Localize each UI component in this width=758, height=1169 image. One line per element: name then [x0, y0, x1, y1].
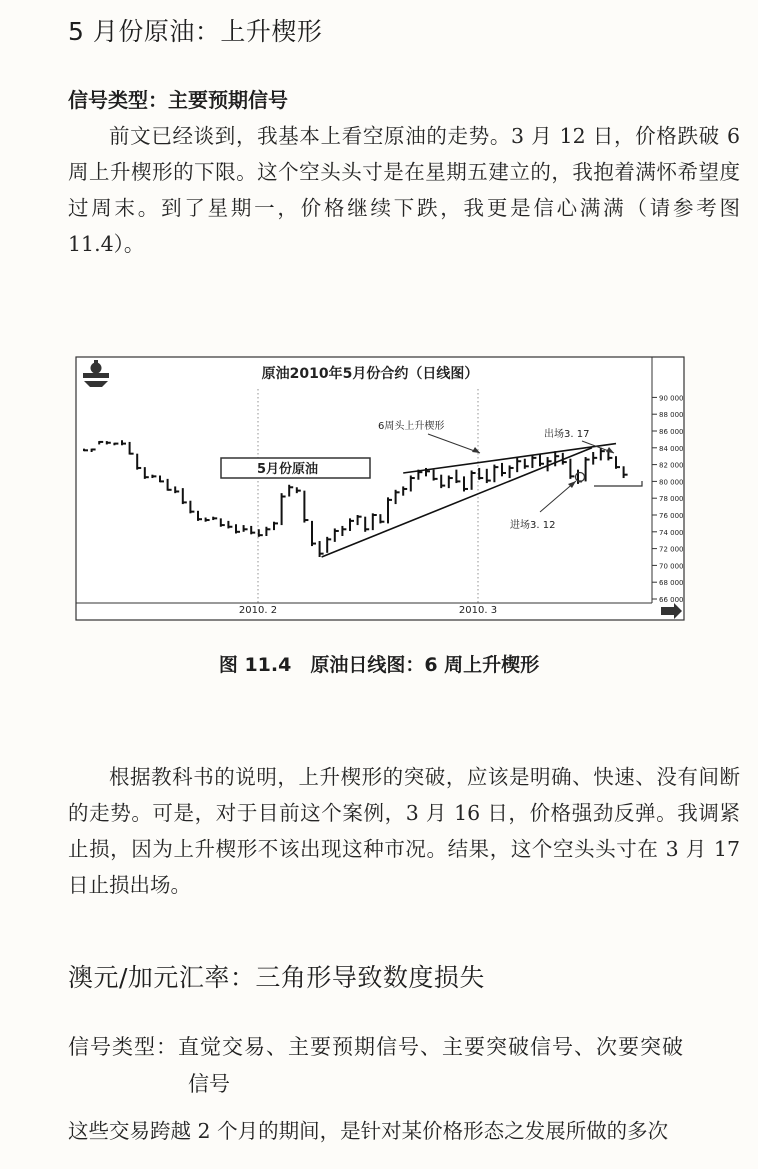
x-label-mar: 2010. 3 [458, 605, 498, 616]
section-heading-audcad: 澳元/加元汇率：三角形导致数度损失 [68, 963, 485, 992]
y-tick-label: 68 000 [659, 579, 684, 588]
y-tick-label: 86 000 [659, 428, 684, 436]
annotation-entry: 进场3. 12 [510, 520, 556, 531]
y-tick-label: 74 000 [659, 528, 684, 537]
signal-type-crude: 信号类型：主要预期信号 [68, 88, 288, 112]
legend-label: 5月份原油 [257, 462, 319, 477]
crude-oil-daily-chart [70, 353, 690, 623]
chart-svg [70, 353, 690, 623]
y-tick-label: 88 000 [659, 411, 684, 420]
y-tick-label: 78 000 [659, 495, 684, 504]
paragraph-breakout-failure: 根据教科书的说明，上升楔形的突破，应该是明确、快速、没有间断的走势。可是，对于目前这个案例，3 月 16 日，价格强劲反弹。我调紧止损，因为上升楔形不该出现这种市况。结果，这个空头头寸在 3 月 17 日止损出场。 [68, 765, 740, 897]
y-tick-label: 70 000 [659, 562, 684, 571]
section-heading-crude: 5 月份原油：上升楔形 [68, 17, 323, 46]
chart-title: 原油2010年5月份合约（日线图） [261, 366, 479, 382]
y-tick-label: 76 000 [659, 512, 684, 520]
annotation-exit: 出场3. 17 [544, 429, 590, 440]
y-tick-label: 82 000 [659, 461, 684, 470]
signal-type-audcad-cont: 信号 [188, 1072, 230, 1096]
paragraph-audcad-intro: 这些交易跨越 2 个月的期间，是针对某价格形态之发展所做的多次 [68, 1119, 669, 1143]
y-tick-label: 84 000 [659, 444, 684, 453]
y-tick-label: 80 000 [659, 478, 684, 487]
figure-caption: 图 11.4 原油日线图：6 周上升楔形 [218, 654, 540, 676]
y-tick-label: 66 000 [659, 596, 684, 604]
paragraph-crude-intro: 前文已经谈到，我基本上看空原油的走势。3 月 12 日，价格跌破 6 周上升楔形的下限。这个空头头寸是在星期五建立的，我抱着满怀希望度过周末。到了星期一，价格继续下跌，我更是信心满满（请参考图 11.4）。 [68, 124, 740, 256]
y-tick-label: 90 000 [659, 394, 684, 403]
annotation-wedge: 6周头上升楔形 [378, 421, 445, 432]
signal-type-audcad: 信号类型：直觉交易、主要预期信号、主要突破信号、次要突破 [68, 1035, 684, 1059]
x-label-feb: 2010. 2 [238, 605, 278, 616]
y-tick-label: 72 000 [659, 545, 684, 554]
